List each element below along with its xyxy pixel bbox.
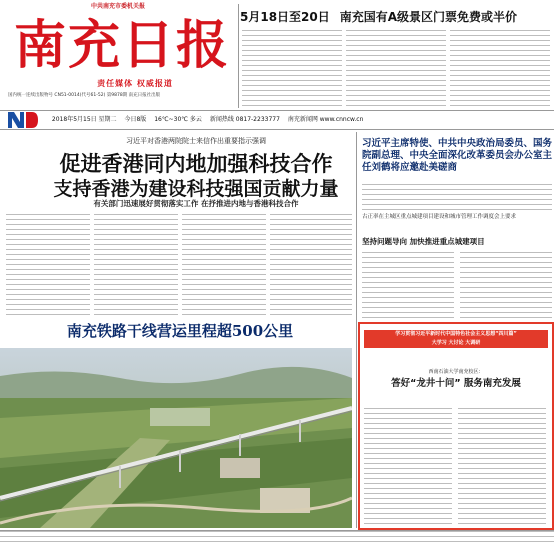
- top-story-text-col3: [450, 30, 550, 106]
- promo-body-col2: [458, 408, 546, 524]
- top-headline-part1: 5月18日至20日: [240, 10, 330, 24]
- top-story-text-col1: [242, 30, 342, 106]
- main-story-col4: [270, 214, 352, 316]
- main-story-col1: [6, 214, 90, 316]
- main-story-col2: [94, 214, 178, 316]
- main-story-subhead: 有关部门迅速展好贯彻落实工作 在抒推进内地与香港科技合作: [93, 199, 299, 208]
- masthead-top-label: 中共南充市委机关报: [90, 3, 145, 10]
- promo-ribbon: [364, 330, 548, 348]
- railway-bridge-photo: [0, 348, 352, 528]
- top-headline[interactable]: [240, 8, 552, 28]
- promo-body-col1: [364, 408, 452, 524]
- right-story2-col2: [460, 252, 552, 318]
- right-story1-body: [362, 184, 552, 210]
- right-story2-headline[interactable]: 坚持问题导向 加快推进重点城建项目: [362, 237, 485, 246]
- website: 南充新闻网 www.cnncw.cn: [287, 116, 364, 123]
- column-divider: [356, 132, 357, 528]
- date-bar: [0, 110, 554, 130]
- right-story1-headline[interactable]: 习近平主席特使、中共中央政治局委员、国务院副总理、中央全面深化改革委员会办公室主任刘鹤将应邀赴美磋商: [362, 138, 553, 173]
- promo-headline[interactable]: 答好“龙井十问” 服务南充发展: [391, 378, 521, 389]
- top-headline-part2: 南充国有A级景区门票免费或半价: [339, 10, 518, 24]
- masthead-slogan: 责任媒体 权威报道: [97, 79, 173, 88]
- news-hotline: 新闻热线 0817-2233777: [209, 116, 280, 123]
- nd-brand-icon: [4, 108, 40, 132]
- main-story-col3: [182, 214, 266, 316]
- newspaper-logo: 南充日报: [13, 15, 230, 76]
- publication-info: 国内统一连续出版物号 CN51-0014(代号61-52) 第9878期 南充日报社出版: [8, 93, 161, 98]
- issue-date: 2018年5月15日 星期二: [51, 116, 117, 123]
- right-story2-col1: [362, 252, 454, 318]
- top-story-text-col2: [346, 30, 446, 106]
- rail-headline[interactable]: 南充铁路干线营运里程超500公里: [66, 322, 294, 340]
- bottom-strip: [0, 530, 554, 543]
- promo-ribbon-sub: 大学习 大讨论 大调研: [431, 340, 481, 346]
- main-headline-2[interactable]: 支持香港为建设科技强国贡献力量: [53, 178, 339, 200]
- main-story-kicker: 习近平对香港两院院士来信作出重要指示强调: [126, 137, 266, 145]
- right-story2-kicker: 古正率在主城区重点城建项目建设和城市管理工作调度会上要求: [362, 214, 517, 220]
- promo-kicker: 西南石油大学南充校区：: [428, 369, 484, 375]
- main-headline-1[interactable]: 促进香港同内地加强科技合作: [59, 151, 333, 176]
- promo-ribbon-title: 学习贯彻习近平新时代中国特色社会主义思想“四川篇”: [395, 331, 517, 337]
- weather: 16℃~30℃ 多云: [154, 116, 202, 123]
- masthead-divider: [238, 4, 239, 108]
- pages-count: 今日8版: [124, 116, 147, 123]
